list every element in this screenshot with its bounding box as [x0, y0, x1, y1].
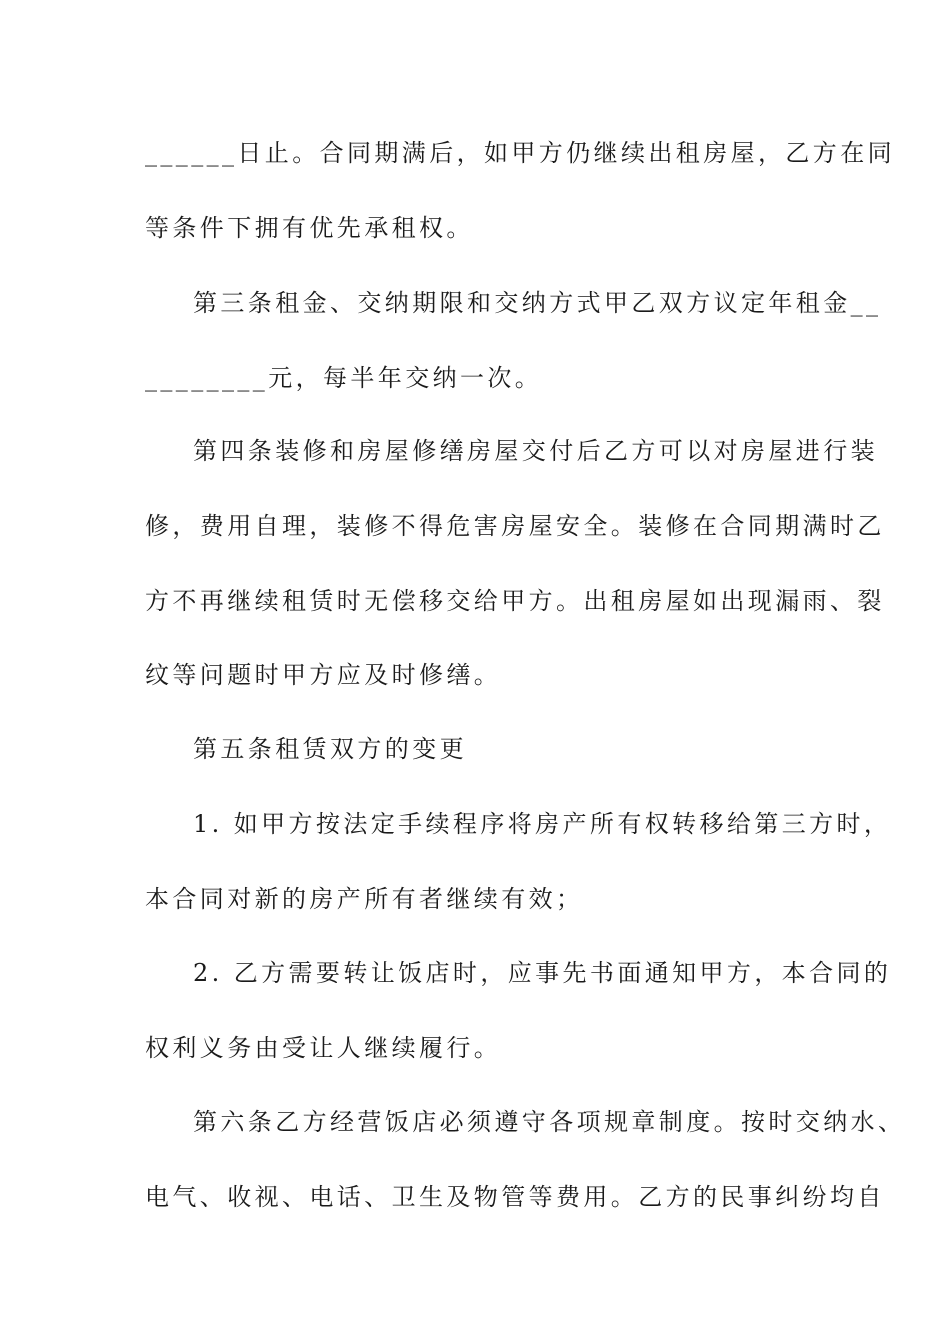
text-line: 电气、收视、电话、卫生及物管等费用。乙方的民事纠纷均自 — [145, 1183, 885, 1211]
text-line: 本合同对新的房产所有者继续有效； — [145, 885, 584, 913]
text-line: ________元，每半年交纳一次。 — [145, 364, 543, 392]
text-line: 第四条装修和房屋修缮房屋交付后乙方可以对房屋进行装 — [193, 437, 878, 465]
text-line: 等条件下拥有优先承租权。 — [145, 214, 474, 242]
text-line: 权利义务由受让人继续履行。 — [145, 1034, 502, 1062]
text-line: 第五条租赁双方的变更 — [193, 735, 467, 763]
text-line: ______日止。合同期满后，如甲方仍继续出租房屋，乙方在同 — [145, 139, 895, 167]
text-line: 第六条乙方经营饭店必须遵守各项规章制度。按时交纳水、 — [193, 1108, 906, 1136]
text-line: 第三条租金、交纳期限和交纳方式甲乙双方议定年租金__ — [193, 289, 882, 317]
text-line: 纹等问题时甲方应及时修缮。 — [145, 661, 502, 689]
text-line: 1. 如甲方按法定手续程序将房产所有权转移给第三方时， — [193, 810, 892, 838]
text-line: 方不再继续租赁时无偿移交给甲方。出租房屋如出现漏雨、裂 — [145, 587, 885, 615]
text-line: 2. 乙方需要转让饭店时，应事先书面通知甲方，本合同的 — [193, 959, 892, 987]
text-line: 修，费用自理，装修不得危害房屋安全。装修在合同期满时乙 — [145, 512, 885, 540]
